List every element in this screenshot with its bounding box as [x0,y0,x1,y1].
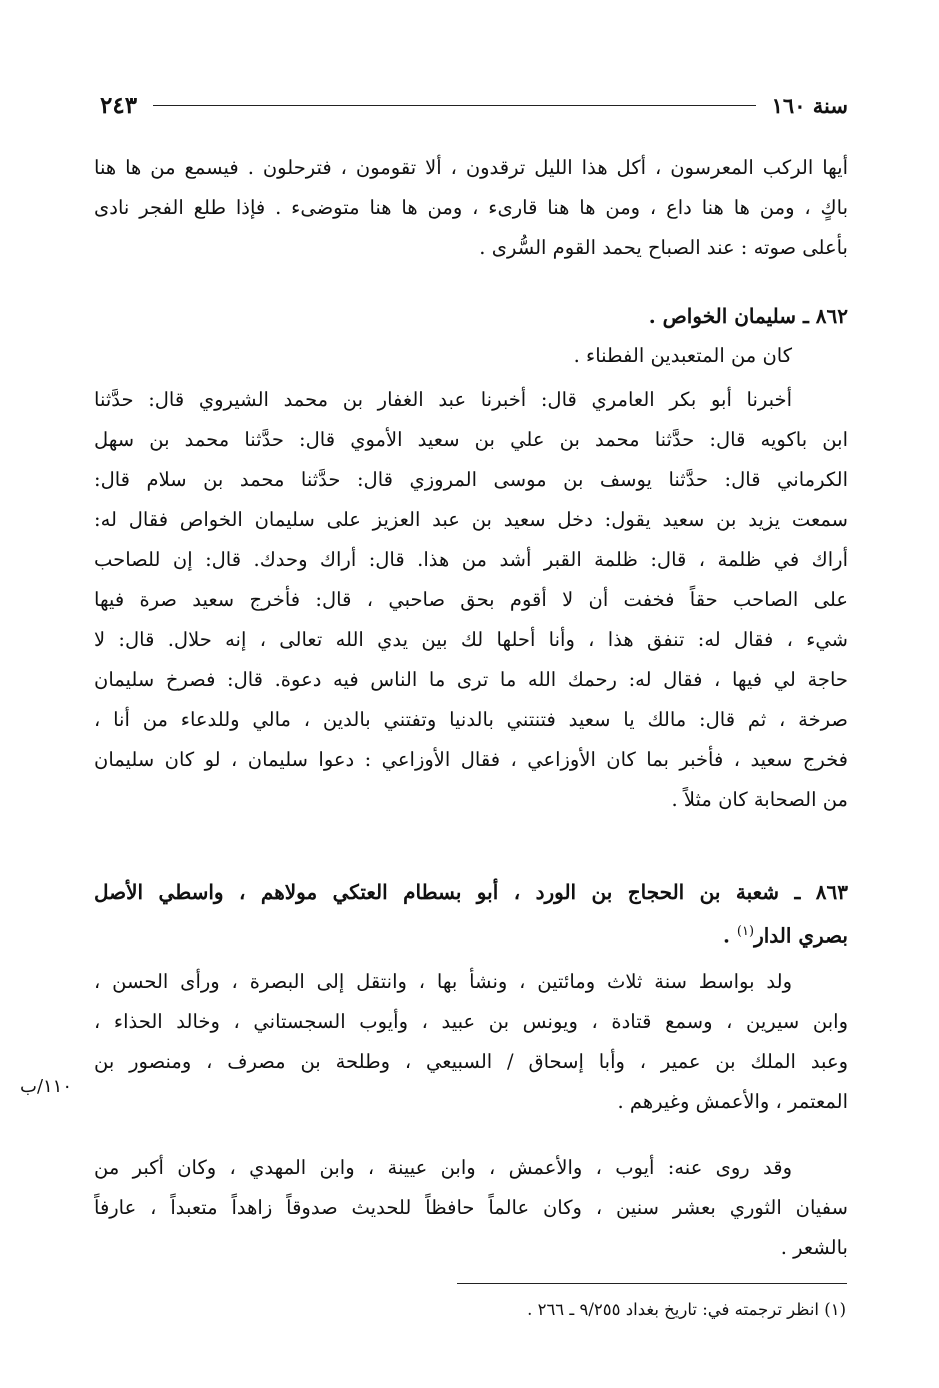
text-line: الكرماني قال: حدَّثنا يوسف بن موسى المروزي قال: حدَّثنا محمد بن سلام قال: [94,468,848,491]
text-line: أراك في ظلمة ، قال: ظلمة القبر أشد من هذا. قال: أراك وحدك. قال: إن للصاحب [94,548,848,571]
text-line: سفيان الثوري بعشر سنين ، وكان عالماً حافظاً للحديث صدوقاً زاهداً متعبداً ، عارفاً [94,1196,848,1219]
entry-863-paragraph-a [94,962,848,1122]
text-line: باكٍ ، ومن ها هنا داع ، ومن ها هنا قارىء ، ومن ها هنا متوضىء . فإذا طلع الفجر نادى [94,196,848,219]
entry-863 [94,872,848,952]
page-header [100,88,848,122]
paragraph-opening [94,148,848,268]
text-line: وقد روى عنه: أيوب ، والأعمش ، وابن عيينة ، وابن المهدي ، وكان أكبر من [94,1156,792,1179]
entry-intro: كان من المتعبدين الفطناء . [573,344,792,367]
entry-862-body [94,380,848,820]
text-line: شيء ، فقال له: تنفق هذا ، وأنا أحلها لك بين يدي الله تعالى ، إنه حلال. قال: لا [94,628,848,651]
entry-title-continued [94,912,848,952]
entry-title-text: بصري الدار [754,923,848,948]
entry-title: ٨٦٢ ـ سليمان الخواص . [648,304,848,328]
text-line: أخبرنا أبو بكر العامري قال: أخبرنا عبد الغفار بن محمد الشيروي قال: حدَّثنا [94,388,792,411]
entry-862 [94,296,848,376]
text-line: ابن باكويه قال: حدَّثنا محمد بن علي بن سعيد الأموي قال: حدَّثنا محمد بن سهل [94,428,848,451]
text-line: وابن سيرين ، وسمع قتادة ، ويونس بن عبيد ، وأيوب السجستاني ، وخالد الحذاء ، [94,1010,848,1033]
entry-title: ٨٦٣ ـ شعبة بن الحجاج بن الورد ، أبو بسطام العتكي مولاهم ، واسطي الأصل [94,880,848,904]
text-line: حاجة لي فيها ، فقال له: رحمك الله ما ترى ما الناس فيه دعوة. قال: فصرخ سليمان [94,668,848,691]
footnote-rule [457,1283,847,1284]
text-line: أيها الركب المعرسون ، أكل هذا الليل ترقدون ، ألا تقومون ، فترحلون . فيسمع من ها هنا [94,156,848,179]
entry-title-end: . [722,923,737,948]
footnote-reference[interactable]: (١) [736,924,755,939]
page-number: ٢٤٣ [100,91,138,119]
text-line: بالشعر . [780,1236,848,1259]
text-line: فخرج سعيد ، فأخبر بما كان الأوزاعي ، فقال الأوزاعي : دعوا سليمان ، لو كان سليمان [94,748,848,771]
entry-863-paragraph-b [94,1148,848,1268]
text-line: وعبد الملك بن عمير ، وأبا إسحاق / السبيعي ، وطلحة بن مصرف ، ومنصور بن [94,1050,848,1073]
text-line: المعتمر ، والأعمش وغيرهم . [617,1090,848,1113]
text-line: ولد بواسط سنة ثلاث ومائتين ، ونشأ بها ، وانتقل إلى البصرة ، ورأى الحسن ، [94,970,792,993]
header-rule [153,105,756,106]
text-line: بأعلى صوته : عند الصباح يحمد القوم السُّرى . [479,236,848,259]
footnote: (١) انظر ترجمته في: تاريخ بغداد ٩/٢٥٥ ـ ٢٦٦ . [527,1300,846,1319]
text-line: صرخة ، ثم قال: مالك يا سعيد فتنتني بالدنيا وتفتني بالدين ، مالي وللدعاء من أنا ، [94,708,848,731]
text-line: على الصاحب حقاً فخفت أن لا أقوم بحق صاحبي ، قال: فأخرج سعيد صرة فيها [94,588,848,611]
text-line: سمعت يزيد بن سعيد يقول: دخل سعيد بن عبد العزيز على سليمان الخواص فقال له: [94,508,848,531]
text-line: من الصحابة كان مثلاً . [671,788,848,811]
header-year: سنة ١٦٠ [771,92,848,118]
margin-folio-note: ١١٠/ب [20,1076,73,1097]
